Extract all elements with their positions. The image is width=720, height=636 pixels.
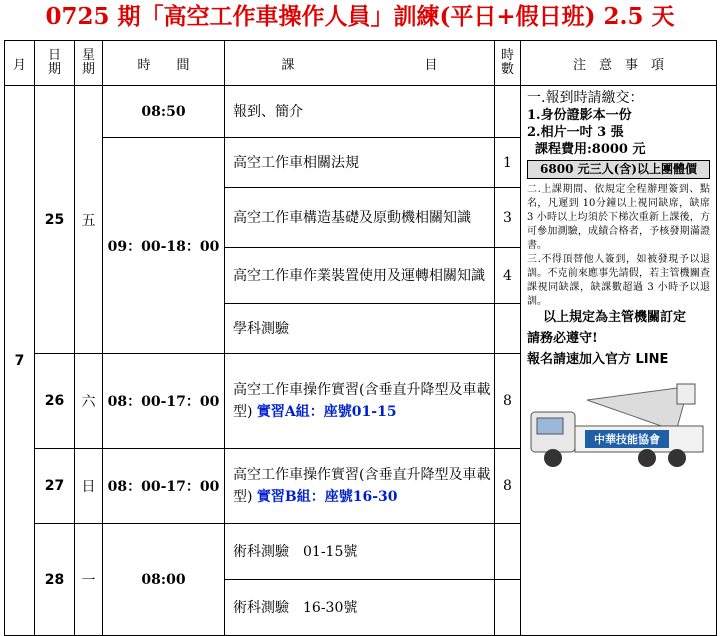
course-cell: 高空工作車作業裝置使用及運轉相關知識 <box>225 248 495 304</box>
course-cell: 高空工作車構造基礎及原動機相關知識 <box>225 188 495 248</box>
line-cta: 報名請速加入官方 LINE <box>527 352 669 367</box>
notes-item-2: 2.相片一吋 3 張 <box>527 125 624 140</box>
hours-cell: 1 <box>495 138 521 188</box>
weekday-cell: 日 <box>75 449 103 524</box>
course-cell: 報到、簡介 <box>225 86 495 138</box>
header-date: 日 期 <box>35 41 75 86</box>
notes-comply: 請務必遵守! <box>527 331 598 346</box>
time-cell: 09：00-18：00 <box>103 138 225 354</box>
time-cell: 08：00-17：00 <box>103 449 225 524</box>
logo-text: 中華技能協會 <box>594 433 660 446</box>
notes-item-1: 1.身份證影本一份 <box>527 108 632 123</box>
hours-cell: 3 <box>495 188 521 248</box>
month-cell: 7 <box>5 86 35 636</box>
table-row <box>5 86 717 138</box>
date-cell: 26 <box>35 354 75 449</box>
hours-cell <box>495 524 521 580</box>
time-cell: 08:00 <box>103 524 225 636</box>
hours-cell: 8 <box>495 449 521 524</box>
hours-cell <box>495 304 521 354</box>
weekday-cell: 一 <box>75 524 103 636</box>
notes-intro: 一.報到時請繳交： <box>527 90 644 106</box>
course-text: 高空工作車操作實習(含垂直升降型及車載型) <box>233 382 491 420</box>
date-cell: 25 <box>35 86 75 354</box>
notes-panel <box>521 86 717 636</box>
date-cell: 28 <box>35 524 75 636</box>
hours-cell <box>495 86 521 138</box>
notes-fee: 課程費用:8000 元 <box>535 142 646 157</box>
header-notes: 注 意 事 項 <box>521 41 717 86</box>
course-cell: 學科測驗 <box>225 304 495 354</box>
group-a-highlight: 實習A組：座號01-15 <box>256 404 397 420</box>
notes-rule-3: 三.不得頂替他人簽到，如被發現予以退訓。不克前來應事先請假，若主管機關查課視同缺課，缺課數超過 3 小時予以退訓。 <box>527 254 710 307</box>
notes-authority: 以上規定為主管機關訂定 <box>543 310 687 325</box>
aerial-lift-truck-icon <box>527 382 711 474</box>
weekday-cell: 六 <box>75 354 103 449</box>
course-cell <box>225 449 495 524</box>
course-cell: 術科測驗 16-30號 <box>225 580 495 636</box>
schedule-table <box>4 40 717 636</box>
course-cell <box>225 354 495 449</box>
header-month: 月 <box>5 41 35 86</box>
course-cell: 術科測驗 01-15號 <box>225 524 495 580</box>
time-cell: 08:50 <box>103 86 225 138</box>
date-cell: 27 <box>35 449 75 524</box>
header-time: 時 間 <box>103 41 225 86</box>
time-cell: 08：00-17：00 <box>103 354 225 449</box>
weekday-cell: 五 <box>75 86 103 354</box>
hours-cell <box>495 580 521 636</box>
hours-cell: 8 <box>495 354 521 449</box>
header-course: 課 目 <box>225 41 495 86</box>
hours-cell: 4 <box>495 248 521 304</box>
header-hours: 時 數 <box>495 41 521 86</box>
group-b-highlight: 實習B組：座號16-30 <box>256 489 398 505</box>
notes-rule-2: 二.上課期間、依規定全程辦理簽到、點名，凡遲到 10分鐘以上視同缺席，缺席 3 小時以上均須於下梯次重新上課後，方可參加測驗，成績合格者，予核發期滿證書。 <box>527 184 710 251</box>
header-weekday: 星 期 <box>75 41 103 86</box>
course-cell: 高空工作車相關法規 <box>225 138 495 188</box>
page-title: 0725 期「高空工作車操作人員」訓練(平日+假日班) 2.5 天 <box>45 3 675 30</box>
group-fee-box: 6800 元三人(含)以上團體價 <box>527 160 710 179</box>
header-row <box>5 41 717 86</box>
course-text: 高空工作車操作實習(含垂直升降型及車載型) <box>233 467 491 505</box>
truck-illustration <box>527 382 710 479</box>
